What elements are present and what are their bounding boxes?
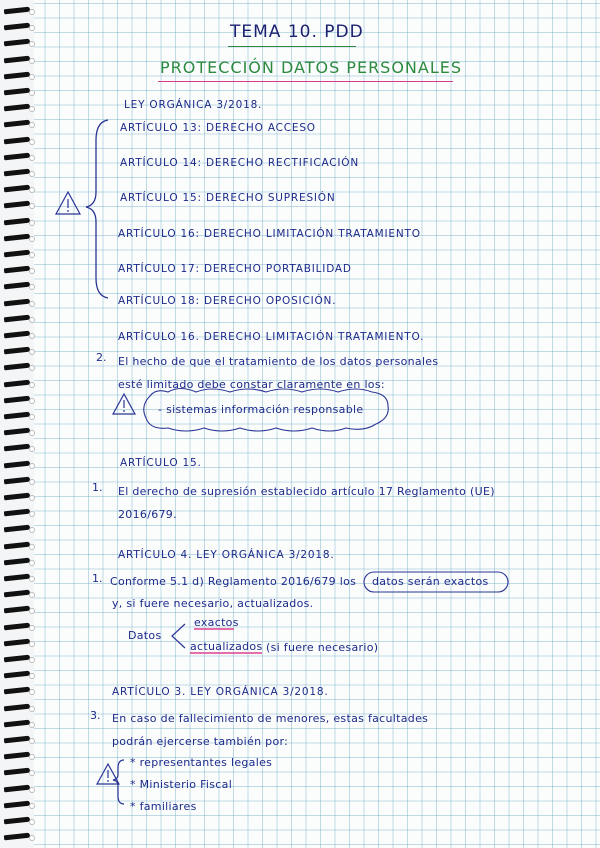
article-item: ARTÍCULO 16: DERECHO LIMITACIÓN TRATAMIENTO [118,228,421,240]
article-item: ARTÍCULO 13: DERECHO ACCESO [120,122,316,134]
body-text: podrán ejercerse también por: [112,735,289,748]
law-heading: LEY ORGÁNICA 3/2018. [124,99,263,111]
list-item: * familiares [130,800,197,813]
warning-icon [113,394,135,414]
curly-brace [86,120,108,298]
angle-bracket [172,624,185,648]
article-item: ARTÍCULO 17: DERECHO PORTABILIDAD [118,263,352,275]
section-number: 1. [92,572,103,585]
body-text: esté limitado debe constar claramente en los: [118,378,385,391]
section-heading: ARTÍCULO 15. [120,457,202,469]
section-number: 2. [96,351,107,364]
section-number: 1. [92,481,103,494]
article-item: ARTÍCULO 18: DERECHO OPOSICIÓN. [118,295,337,307]
section-number: 3. [90,709,101,722]
page-subtitle: PROTECCIÓN DATOS PERSONALES [160,58,463,77]
warning-icon [56,192,80,214]
section-heading: ARTÍCULO 3. LEY ORGÁNICA 3/2018. [112,686,329,698]
datos-option: actualizados [190,640,263,653]
body-text: El hecho de que el tratamiento de los datos personales [118,355,439,368]
article-item: ARTÍCULO 14: DERECHO RECTIFICACIÓN [120,157,360,169]
body-text: En caso de fallecimiento de menores, estas facultades [112,712,429,725]
body-text: 2016/679. [118,508,177,521]
body-text: Conforme 5.1 d) Reglamento 2016/679 los [110,575,357,588]
cloud-text: - sistemas información responsable [158,403,364,416]
list-item: * representantes legales [130,756,273,769]
page-title: TEMA 10. PDD [230,22,364,42]
boxed-text: datos serán exactos [372,575,489,588]
datos-label: Datos [128,629,162,642]
section-heading: ARTÍCULO 16. DERECHO LIMITACIÓN TRATAMIENTO. [118,331,425,343]
section-heading: ARTÍCULO 4. LEY ORGÁNICA 3/2018. [118,549,335,561]
article-item: ARTÍCULO 15: DERECHO SUPRESIÓN [120,192,336,204]
datos-option-note: (si fuere necesario) [266,641,379,654]
body-text: El derecho de supresión establecido artículo 17 Reglamento (UE) [118,485,495,498]
list-item: * Ministerio Fiscal [130,778,233,791]
datos-option: exactos [194,616,239,629]
body-text: y, si fuere necesario, actualizados. [112,597,314,610]
